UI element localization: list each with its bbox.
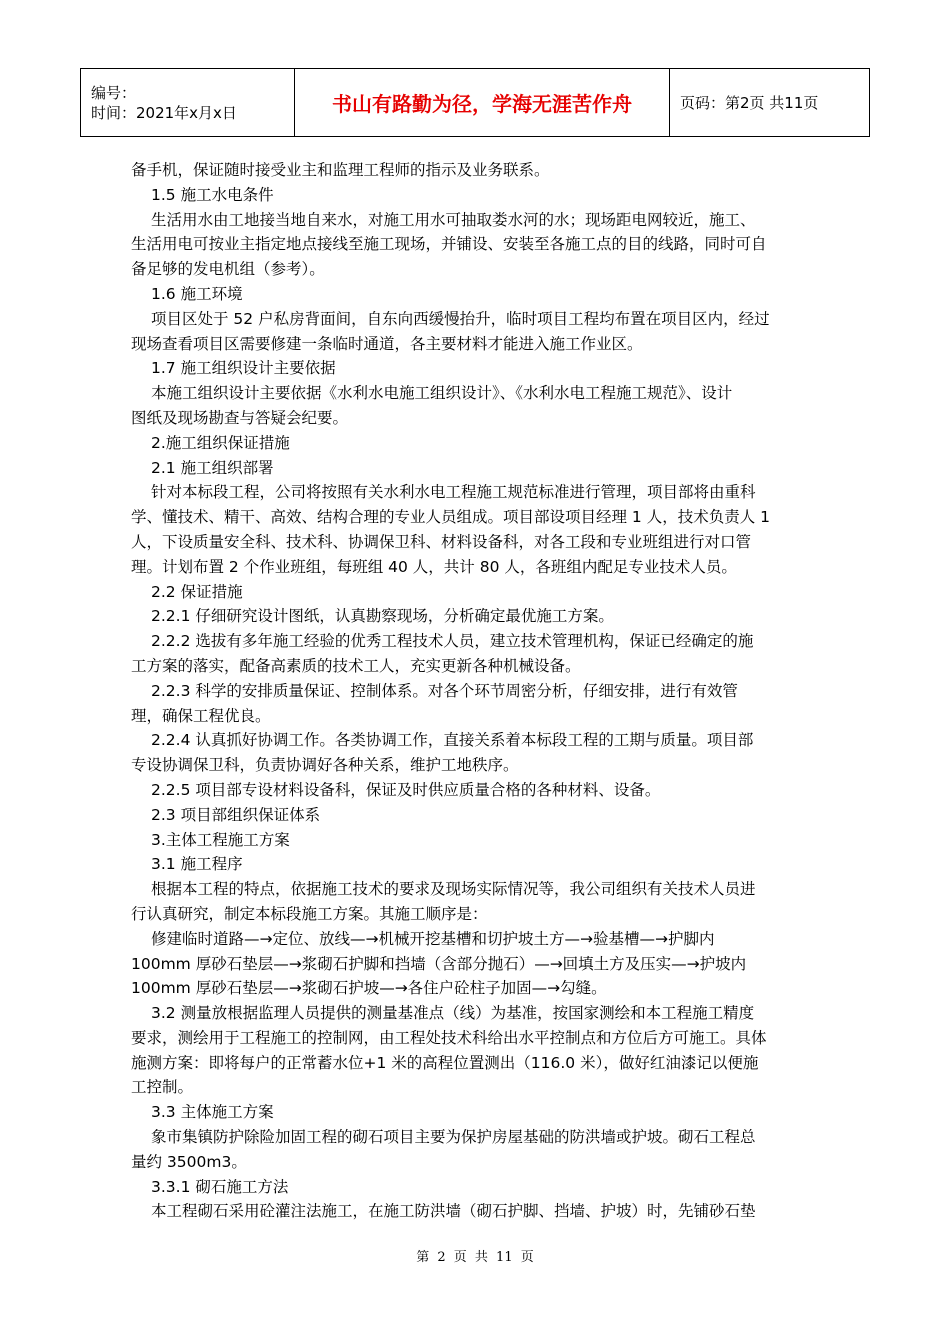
body-line: 根据本工程的特点，依据施工技术的要求及现场实际情况等，我公司组织有关技术人员进 [151, 880, 756, 899]
body-line: 行认真研究，制定本标段施工方案。其施工顺序是： [131, 904, 488, 923]
body-line: 1.7 施工组织设计主要依据 [151, 359, 336, 378]
document-body [131, 158, 821, 1224]
body-line: 2.2 保证措施 [151, 582, 243, 601]
body-line: 1.5 施工水电条件 [151, 185, 274, 204]
body-line: 象市集镇防护除险加固工程的砌石项目主要为保护房屋基础的防洪墙或护坡。砌石工程总 [151, 1128, 756, 1147]
body-line: 本工程砌石采用砼灌注法施工，在施工防洪墙（砌石护脚、挡墙、护坡）时，先铺砂石垫 [151, 1202, 756, 1221]
body-line: 量约 3500m3。 [131, 1152, 247, 1171]
body-line: 2.1 施工组织部署 [151, 458, 274, 477]
body-line: 本施工组织设计主要依据《水利水电施工组织设计》、《水利水电工程施工规范》、设计 [151, 384, 733, 403]
body-line: 2.2.4 认真抓好协调工作。各类协调工作，直接关系着本标段工程的工期与质量。项目部 [151, 731, 754, 750]
body-line: 100mm 厚砂石垫层—→浆砌石护坡—→各住户砼柱子加固—→勾缝。 [131, 979, 607, 998]
body-line: 工控制。 [131, 1078, 194, 1097]
body-line: 2.2.3 科学的安排质量保证、控制体系。对各个环节周密分析，仔细安排，进行有效管 [151, 681, 738, 700]
body-line: 针对本标段工程，公司将按照有关水利水电工程施工规范标准进行管理，项目部将由重科 [151, 483, 756, 502]
body-line: 3.2 测量放根据监理人员提供的测量基准点（线）为基准，按国家测绘和本工程施工精度 [151, 1004, 755, 1023]
body-line: 备手机，保证随时接受业主和监理工程师的指示及业务联系。 [131, 161, 550, 179]
body-line: 3.主体工程施工方案 [151, 830, 290, 849]
body-line: 项目区处于 52 户私房背面间，自东向西缓慢抬升，临时项目工程均布置在项目区内，经过 [151, 309, 770, 328]
body-line: 生活用电可按业主指定地点接线至施工现场，并铺设、安装至各施工点的目的线路，同时可自 [131, 235, 767, 254]
body-line: 修建临时道路—→定位、放线—→机械开挖基槽和切护坡土方—→验基槽—→护脚内 [151, 929, 715, 948]
page-footer: 第 2 页 共 11 页 [416, 1250, 534, 1265]
body-line: 2.2.1 仔细研究设计图纸，认真勘察现场，分析确定最优施工方案。 [151, 607, 614, 626]
header-table [80, 68, 870, 137]
body-line: 2.施工组织保证措施 [151, 433, 290, 452]
body-line: 2.2.5 项目部专设材料设备科，保证及时供应质量合格的各种材料、设备。 [151, 780, 661, 799]
body-line: 2.2.2 选拔有多年施工经验的优秀工程技术人员，建立技术管理机构，保证已经确定的施 [151, 632, 754, 651]
body-line: 学、懂技术、精干、高效、结构合理的专业人员组成。项目部设项目经理 1 人，技术负责人 1 [131, 508, 771, 527]
header-left-cell [81, 69, 295, 137]
body-line: 施测方案：即将每户的正常蓄水位+1 米的高程位置测出（116.0 米），做好红油漆记以便施 [131, 1053, 759, 1072]
header-page-info: 页码：第2页 共11页 [670, 69, 870, 137]
body-line: 1.6 施工环境 [151, 284, 243, 303]
date-label: 时间：2021年x月x日 [91, 103, 237, 122]
body-line: 工方案的落实，配备高素质的技术工人，充实更新各种机械设备。 [131, 656, 581, 675]
body-line: 现场查看项目区需要修建一条临时通道，各主要材料才能进入施工作业区。 [131, 334, 643, 353]
serial-number-label: 编号： [91, 83, 137, 102]
body-line: 理，确保工程优良。 [131, 706, 271, 725]
body-line: 要求，测绘用于工程施工的控制网，由工程处技术科给出水平控制点和方位后方可施工。具体 [131, 1028, 767, 1047]
body-line: 2.3 项目部组织保证体系 [151, 805, 321, 824]
body-line: 专设协调保卫科，负责协调好各种关系，维护工地秩序。 [131, 756, 519, 775]
body-line: 人，下设质量安全科、技术科、协调保卫科、材料设备科，对各工段和专业班组进行对口管 [131, 532, 752, 551]
body-line: 100mm 厚砂石垫层—→浆砌石护脚和挡墙（含部分抛石）—→回填土方及压实—→护坡内 [131, 954, 747, 973]
header-motto: 书山有路勤为径，学海无涯苦作舟 [295, 69, 670, 137]
body-line: 3.3 主体施工方案 [151, 1103, 274, 1122]
body-line: 图纸及现场勘查与答疑会纪要。 [131, 408, 349, 427]
body-line: 生活用水由工地接当地自来水，对施工用水可抽取娄水河的水；现场距电网较近，施工、 [151, 210, 756, 229]
body-line: 3.3.1 砌石施工方法 [151, 1177, 289, 1196]
body-line: 备足够的发电机组（参考）。 [131, 260, 325, 279]
body-line: 3.1 施工程序 [151, 855, 243, 874]
body-line: 理。计划布置 2 个作业班组，每班组 40 人，共计 80 人，各班组内配足专业技术人员。 [131, 557, 737, 576]
